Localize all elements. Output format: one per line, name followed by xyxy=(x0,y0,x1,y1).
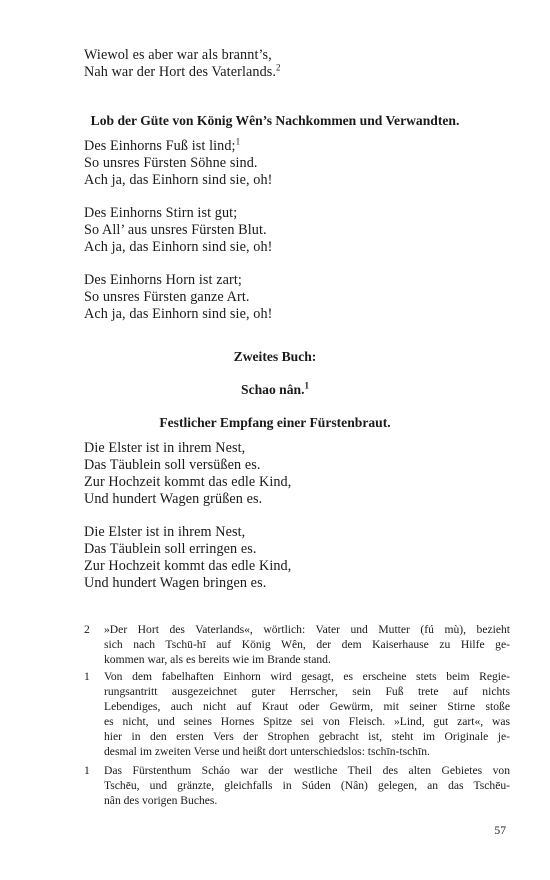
verse-line: Wiewol es aber war als brannt’s, xyxy=(84,47,272,63)
verse-line: So unsres Fürsten Söhne sind. xyxy=(84,155,258,171)
footnote xyxy=(84,763,510,809)
verse-line: Ach ja, das Einhorn sind sie, oh! xyxy=(84,306,273,322)
verse-line: Das Täublein soll erringen es. xyxy=(84,541,257,557)
verse-line: Des Einhorns Fuß ist lind;$^1$ xyxy=(84,136,241,154)
poem-heading: Lob der Güte von König Wên’s Nachkommen und Verwandten. xyxy=(90,113,460,128)
verse-line: Des Einhorns Stirn ist gut; xyxy=(84,205,238,221)
footnote-text: Das Fürstenthum Scháo war der westliche Theil des alten Gebietes von Tschēu, und gränzte, gleichfalls in Súden (Nân) gelegen, an das Tschēu- nân des vorigen Buches. xyxy=(104,764,510,807)
footnote xyxy=(84,622,510,668)
footnote-marker: 1 xyxy=(235,136,241,147)
footnote-number: 2 xyxy=(84,623,90,636)
verse-line: Ach ja, das Einhorn sind sie, oh! xyxy=(84,172,273,188)
verse-line: Und hundert Wagen grüßen es. xyxy=(84,491,263,507)
poem-heading: Festlicher Empfang einer Fürstenbraut. xyxy=(159,415,391,430)
footnote-marker: 1 xyxy=(304,380,309,391)
verse-line: Nah war der Hort des Vaterlands.$^2$ xyxy=(84,62,281,80)
footnote-number: 1 xyxy=(84,670,90,683)
verse-line: Ach ja, das Einhorn sind sie, oh! xyxy=(84,239,273,255)
footnote-text: »Der Hort des Vaterlands«, wörtlich: Vater und Mutter (fú mù), bezieht sich nach Tschū-hī auf König Wên, der dem Kaiserhause zu Hilfe ge- kommen war, als es bereits wie im Brande stand. xyxy=(104,623,510,666)
footnote-number: 1 xyxy=(84,764,90,777)
book-heading: Zweites Buch: xyxy=(233,349,317,364)
verse-line: Zur Hochzeit kommt das edle Kind, xyxy=(84,558,292,574)
verse-line: So All’ aus unsres Fürsten Blut. xyxy=(84,222,267,238)
verse-line: Und hundert Wagen bringen es. xyxy=(84,575,267,591)
verse-line: Zur Hochzeit kommt das edle Kind, xyxy=(84,474,292,490)
verse-line: So unsres Fürsten ganze Art. xyxy=(84,289,250,305)
footnote-marker: 2 xyxy=(276,62,281,73)
verse-line: Des Einhorns Horn ist zart; xyxy=(84,272,242,288)
chapter-heading: Schao nân.$^1$ xyxy=(241,380,309,397)
page-number: 57 xyxy=(494,824,506,837)
verse-line: Die Elster ist in ihrem Nest, xyxy=(84,524,246,540)
verse-line: Das Täublein soll versüßen es. xyxy=(84,457,261,473)
verse-line: Die Elster ist in ihrem Nest, xyxy=(84,440,246,456)
footnote xyxy=(84,669,510,761)
footnote-text: Von dem fabelhaften Einhorn wird gesagt, es erscheine stets beim Regie- rungsantritt ausgezeichnet guter Herrscher, sein Fuß trete auf nichts Lebendiges, auch nicht auf Kraut oder Gewürm, mit seiner Stirne stoße es nicht, und seines Hornes Spitze sei von Fleisch. »Lind, gut zart«, was hier in den ersten Vers der Strophen gebracht ist, steht im Originale je- desmal im zweiten Verse und heißt dort unterschiedslos: tschīn-tschīn. xyxy=(104,670,510,758)
